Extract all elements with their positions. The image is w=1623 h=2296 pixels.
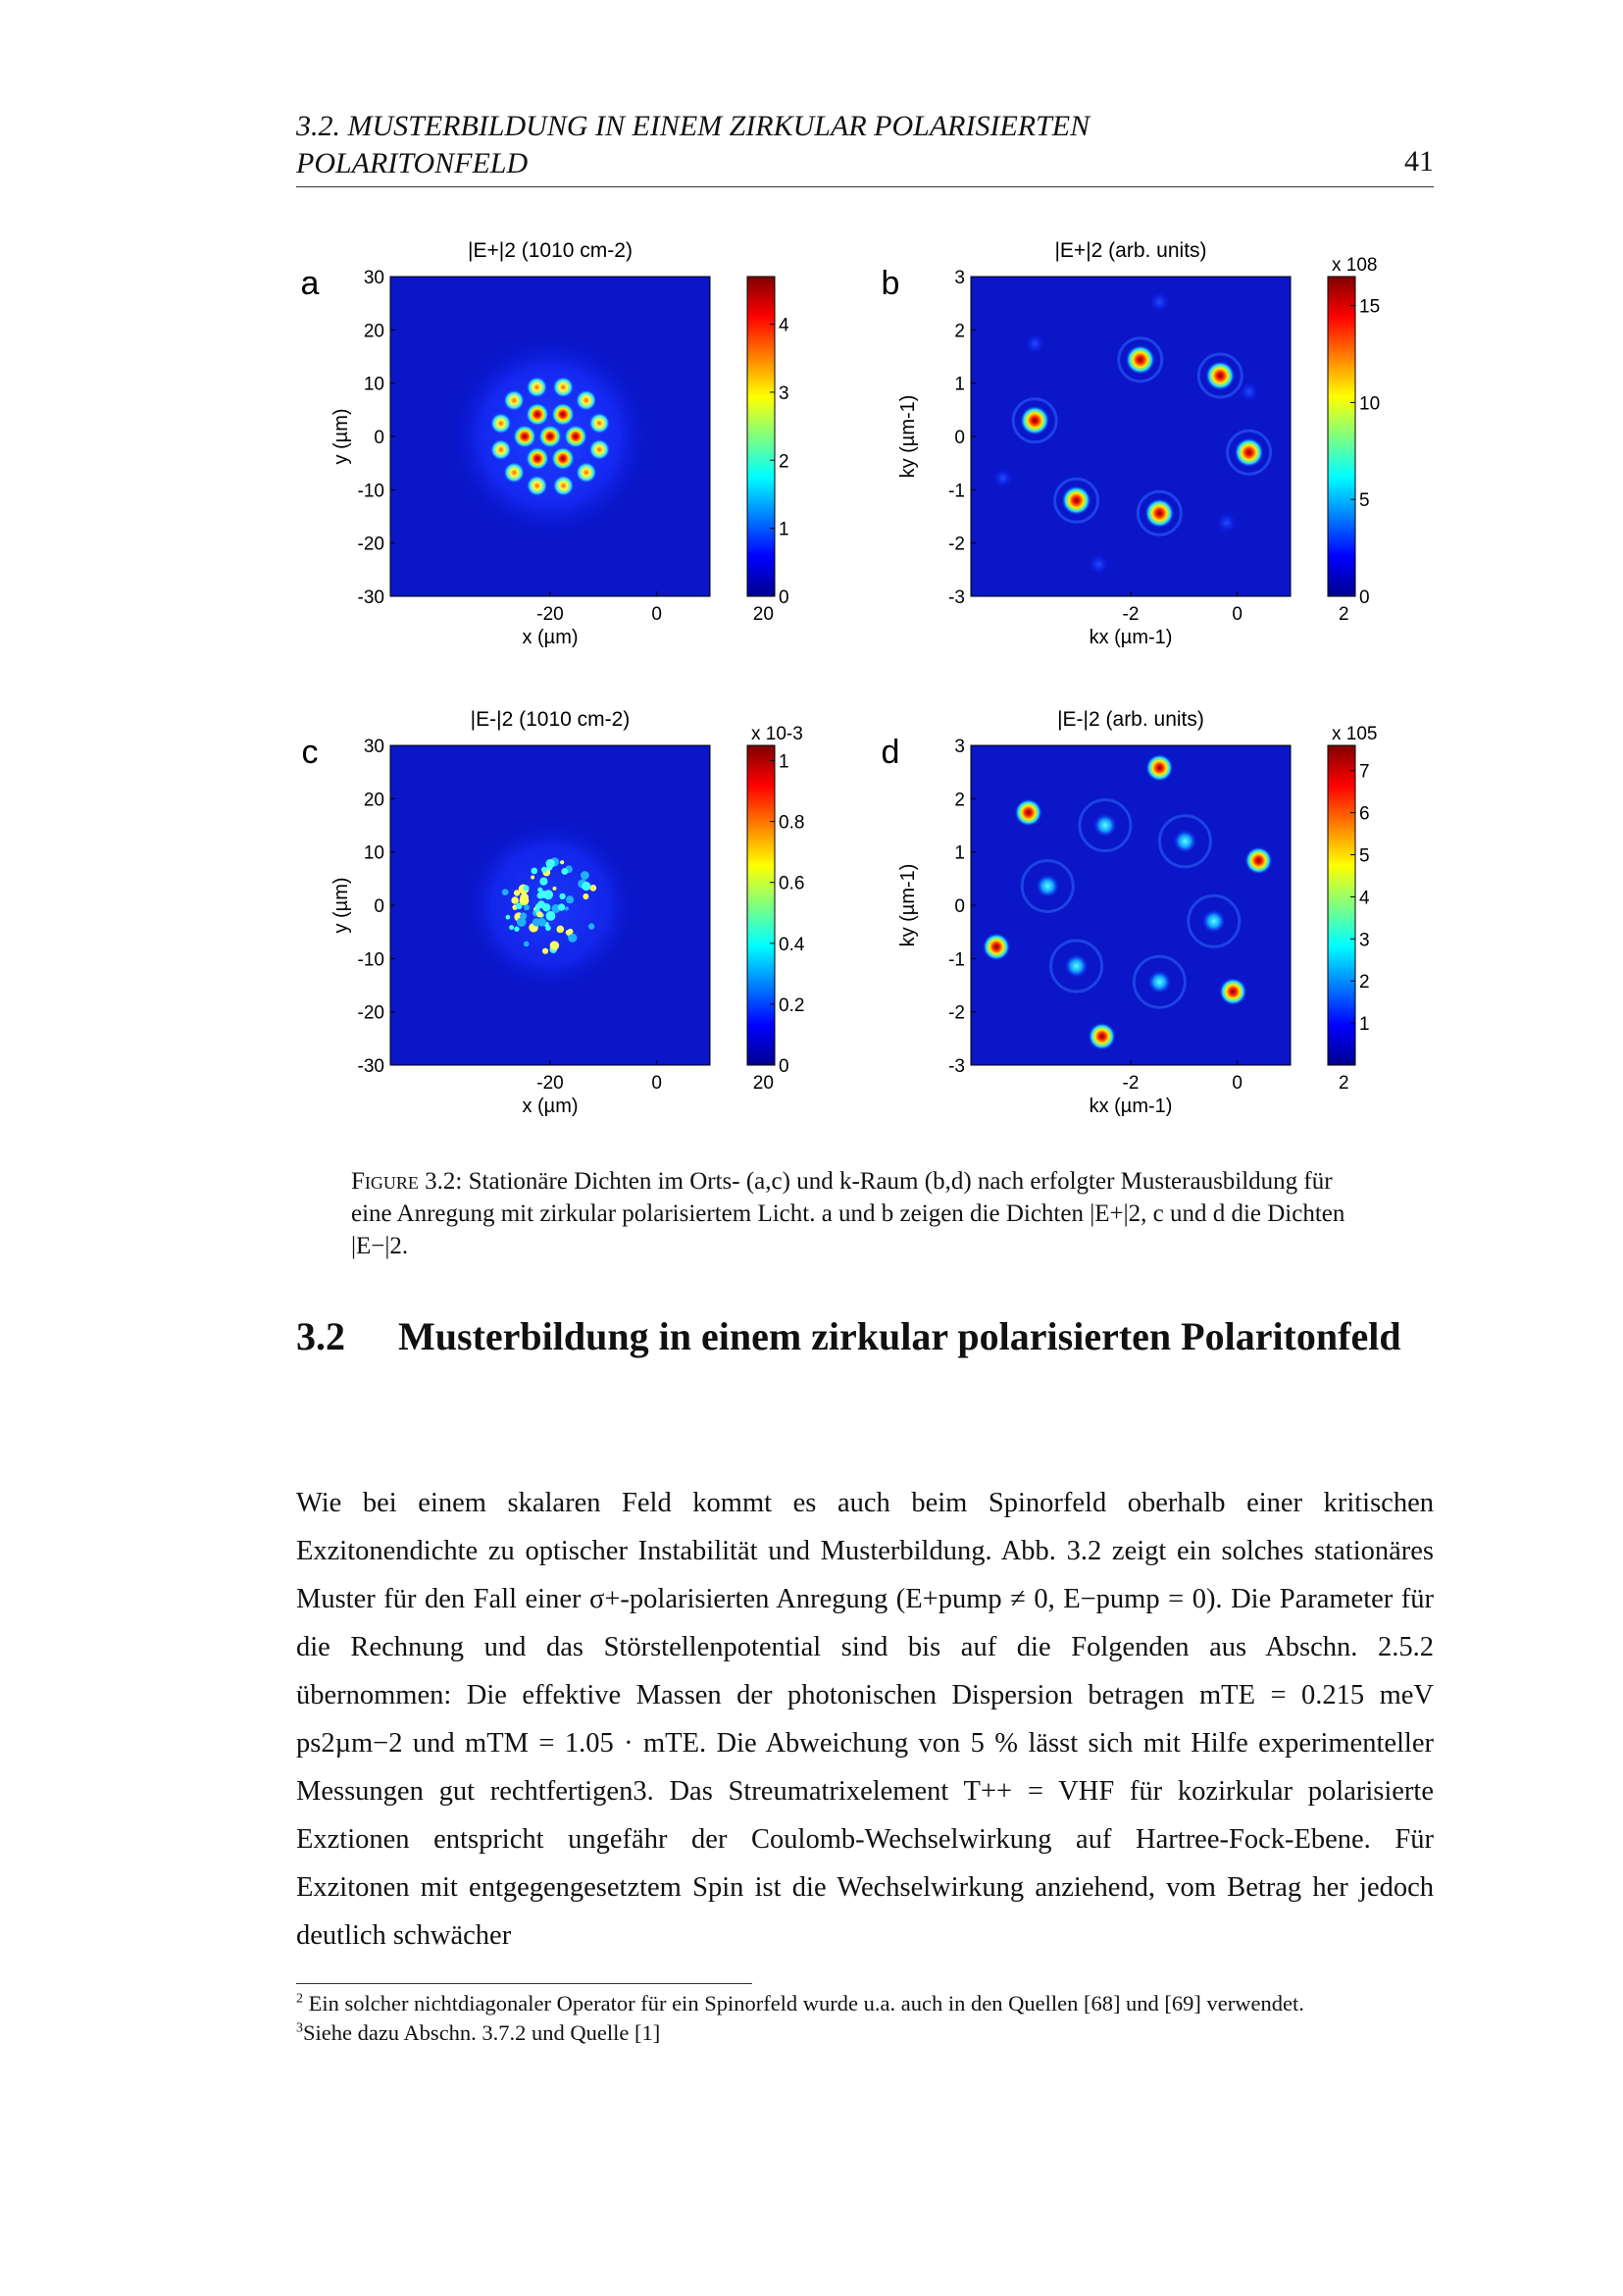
colorbar-tick-label: 0 <box>779 587 789 608</box>
y-tick-label: -20 <box>357 534 384 555</box>
colorbar-tick-label: 4 <box>1359 888 1370 909</box>
density-speckle <box>543 890 553 899</box>
y-tick-label: -2 <box>948 534 965 555</box>
panel-letter: d <box>881 734 900 771</box>
panel-a <box>301 239 789 648</box>
k-space-faint-spot <box>993 468 1013 487</box>
k-space-spot <box>1015 798 1042 826</box>
k-space-spot <box>1062 485 1091 515</box>
density-speckle <box>546 859 555 868</box>
density-speckle <box>509 925 514 930</box>
y-tick-label: 20 <box>363 321 384 342</box>
x-axis-label: x (µm) <box>522 1096 579 1117</box>
caption-text: Stationäre Dichten im Orts- (a,c) und k-Raum (b,d) nach erfolgter Musterausbildung für eine Anregung mit zirkular polarisiertem Licht. a und b zeigen die Dichten |E+|2, c und d die Dichten |E−|2. <box>351 1168 1345 1259</box>
y-tick-label: 2 <box>954 321 965 342</box>
density-speckle <box>514 890 520 895</box>
k-space-faint-spot <box>1217 513 1237 533</box>
density-speckle <box>534 907 539 912</box>
density-spot <box>503 462 525 484</box>
density-speckle <box>523 885 529 891</box>
y-tick-label: 1 <box>954 842 965 864</box>
density-spot <box>588 412 610 434</box>
k-space-spot <box>1205 361 1235 390</box>
density-speckle <box>545 925 551 931</box>
footnote-2 <box>296 1989 1434 2018</box>
footnote-rule <box>296 1983 752 1984</box>
density-speckle <box>511 896 519 904</box>
k-space-faint-spot <box>1240 382 1259 401</box>
density-spot <box>503 389 525 411</box>
body-paragraph: Wie bei einem skalaren Feld kommt es auch beim Spinorfeld oberhalb einer kritischen Exzitonendichte zu optischer Instabilität und Musterbildung. Abb. 3.2 zeigt ein solches stationäres Muster für den Fall einer σ+-polarisierten Anregung (E+pump ≠ 0, E−pump = 0). Die Parameter für die Rechnung und das Störstellenpotential sind bis auf die Folgenden aus Abschn. 2.5.2 übernommen: Die effektive Massen der photonischen Dispersion betragen mTE = 0.215 meV ps2µm−2 und mTM = 1.05 · mTE. Die Abweichung von 5 % lässt sich mit Hilfe experimenteller Messungen gut rechtfertigen3. Das Streumatrixelement T++ = VHF für kozirkular polarisierte Exztionen entspricht ungefähr der Coulomb-Wechselwirkung auf Hartree-Fock-Ebene. Für Exzitonen mit entgegengesetztem Spin ist die Wechselwirkung anziehend, vom Betrag her jedoch deutlich schwächer <box>296 1488 1434 1951</box>
colorbar-tick-label: 0 <box>779 1056 789 1077</box>
section-title: Musterbildung in einem zirkular polarisierten Polaritonfeld <box>398 1314 1401 1358</box>
page-number: 41 <box>1404 145 1434 178</box>
k-space-spot <box>1147 970 1171 994</box>
density-spot <box>576 462 597 484</box>
k-space-spot <box>1036 874 1059 897</box>
y-tick-label: 1 <box>954 374 965 395</box>
density-speckle <box>561 868 568 875</box>
caption-label: Figure 3.2: <box>351 1168 463 1195</box>
colorbar-tick-label: 15 <box>1359 296 1381 318</box>
colorbar-tick-label: 4 <box>779 315 789 336</box>
colorbar <box>747 745 775 1065</box>
density-speckle <box>517 917 526 926</box>
x-tick-label: -2 <box>1122 1073 1140 1094</box>
k-space-faint-spot <box>1025 333 1044 353</box>
density-speckle <box>565 906 569 910</box>
k-space-spot <box>1093 814 1117 838</box>
density-spot <box>490 413 512 434</box>
colorbar-tick-label: 0.6 <box>779 873 805 894</box>
y-tick-label: 30 <box>363 737 384 757</box>
panel-title: |E+|2 (1010 cm-2) <box>468 239 633 262</box>
density-speckle <box>505 915 510 920</box>
panel-title: |E-|2 (1010 cm-2) <box>470 708 631 731</box>
density-speckle <box>537 888 542 893</box>
x-tick-label: -2 <box>1122 604 1140 625</box>
figure-panels <box>294 226 1451 1157</box>
y-axis-label: y (µm) <box>330 877 352 934</box>
figure-caption <box>351 1165 1371 1262</box>
density-speckle <box>524 904 530 910</box>
colorbar-tick-label: 0 <box>1359 587 1370 608</box>
panel-letter: b <box>881 265 900 302</box>
section-heading <box>296 1306 1434 1367</box>
colorbar-tick-label: 5 <box>1359 845 1370 867</box>
y-tick-label: 0 <box>954 896 965 917</box>
density-speckle <box>588 923 594 929</box>
k-space-spot <box>1144 498 1174 528</box>
density-spot <box>553 475 575 496</box>
density-speckle <box>566 895 574 903</box>
k-space-faint-spot <box>1149 292 1169 312</box>
density-spot <box>551 447 575 471</box>
density-speckle <box>524 896 529 901</box>
x-tick-label: 0 <box>1232 1073 1243 1094</box>
body-text <box>296 1479 1434 1960</box>
density-speckle <box>531 868 537 875</box>
density-speckle <box>583 893 588 899</box>
footnote-3 <box>296 2018 1434 2048</box>
colorbar-tick-label: 0.4 <box>779 934 805 955</box>
x-tick-label: 20 <box>752 1073 774 1094</box>
k-space-spot <box>1089 1023 1116 1050</box>
section-number: 3.2 <box>296 1314 345 1358</box>
colorbar-tick-label: 10 <box>1359 393 1381 415</box>
colorbar-tick-label: 1 <box>779 519 789 540</box>
density-speckle <box>531 875 534 879</box>
x-tick-label: 20 <box>752 604 774 625</box>
density-speckle <box>590 885 597 892</box>
colorbar-tick-label: 5 <box>1359 490 1370 512</box>
density-speckle <box>566 930 571 935</box>
density-speckle <box>524 942 530 947</box>
colorbar-tick-label: 6 <box>1359 803 1370 825</box>
density-spot <box>526 377 547 398</box>
k-space-spot <box>1145 754 1173 782</box>
y-tick-label: 10 <box>363 374 384 395</box>
colorbar-tick-label: 1 <box>1359 1014 1370 1036</box>
colorbar-tick-label: 3 <box>779 383 789 404</box>
density-speckle <box>560 860 564 864</box>
panel-b <box>882 239 1381 648</box>
density-spot <box>526 402 549 426</box>
density-speckle <box>552 887 556 891</box>
x-tick-label: -20 <box>536 604 564 625</box>
x-tick-label: 2 <box>1339 1073 1349 1094</box>
density-speckle <box>559 893 565 899</box>
y-axis-label: ky (µm-1) <box>897 863 919 947</box>
density-speckle <box>542 948 548 954</box>
x-tick-label: 0 <box>651 604 662 625</box>
y-tick-label: 30 <box>363 268 384 288</box>
panel-title: |E+|2 (arb. units) <box>1054 239 1207 262</box>
density-spot <box>564 425 587 448</box>
y-axis-label: y (µm) <box>330 408 352 465</box>
k-space-spot <box>983 933 1010 960</box>
y-tick-label: 3 <box>954 737 965 757</box>
x-tick-label: 0 <box>1232 604 1243 625</box>
density-speckle <box>550 941 559 949</box>
y-tick-label: -10 <box>357 481 384 502</box>
density-spot <box>538 425 562 448</box>
y-tick-label: 3 <box>954 268 965 288</box>
k-space-spot <box>1244 846 1272 874</box>
footnote-text: Siehe dazu Abschn. 3.7.2 und Quelle [1] <box>302 2020 661 2045</box>
density-spot <box>551 402 575 426</box>
panel-letter: a <box>300 265 320 302</box>
y-tick-label: -2 <box>948 1002 965 1024</box>
y-tick-label: 2 <box>954 790 965 811</box>
density-speckle <box>558 903 565 910</box>
density-speckle <box>557 926 565 934</box>
x-tick-label: 2 <box>1339 604 1349 625</box>
density-speckle <box>537 918 546 927</box>
y-tick-label: -1 <box>948 481 965 502</box>
colorbar <box>1328 277 1355 596</box>
colorbar-exponent: x 10-3 <box>751 724 803 744</box>
density-spot <box>552 377 574 398</box>
x-tick-label: 0 <box>651 1073 662 1094</box>
panel-title: |E-|2 (arb. units) <box>1057 708 1204 731</box>
y-tick-label: -10 <box>357 949 384 971</box>
density-speckle <box>541 867 547 873</box>
colorbar-tick-label: 1 <box>779 751 789 773</box>
y-tick-label: 0 <box>374 428 384 448</box>
y-tick-label: 0 <box>954 428 965 448</box>
panel-d <box>882 708 1378 1117</box>
y-tick-label: 20 <box>363 790 384 811</box>
density-spot <box>490 439 512 461</box>
density-halo <box>467 822 634 989</box>
density-speckle <box>537 893 544 899</box>
density-spot <box>576 389 597 411</box>
colorbar-exponent: x 108 <box>1332 255 1378 276</box>
colorbar-exponent: x 105 <box>1332 724 1378 744</box>
y-tick-label: 10 <box>363 842 384 864</box>
colorbar-tick-label: 7 <box>1359 761 1370 783</box>
density-speckle <box>545 911 555 921</box>
figure-3-2 <box>294 226 1451 1157</box>
k-space-spot <box>1219 978 1246 1005</box>
running-head-title: 3.2. MUSTERBILDUNG IN EINEM ZIRKULAR POLARISIERTEN POLARITONFELD <box>296 110 1090 179</box>
k-space-spot <box>1126 345 1155 375</box>
plot-area <box>971 745 1291 1065</box>
footnote-text: Ein solcher nichtdiagonaler Operator für ein Spinorfeld wurde u.a. auch in den Quellen [68] und [69] verwendet. <box>308 1991 1304 2015</box>
colorbar <box>1328 745 1355 1065</box>
panel-c <box>302 708 805 1117</box>
running-head <box>296 108 1434 187</box>
k-space-faint-spot <box>1089 554 1108 574</box>
density-spot <box>588 438 610 460</box>
panel-letter: c <box>301 734 319 771</box>
y-tick-label: -30 <box>357 1056 384 1077</box>
y-tick-label: -30 <box>357 587 384 608</box>
colorbar-tick-label: 2 <box>779 451 789 473</box>
y-axis-label: ky (µm-1) <box>897 394 919 479</box>
footnotes <box>296 1989 1434 2048</box>
colorbar-tick-label: 0.8 <box>779 812 805 834</box>
k-space-spot <box>1235 437 1264 467</box>
density-spot <box>526 447 549 471</box>
density-speckle <box>539 878 547 886</box>
x-tick-label: -20 <box>536 1073 564 1094</box>
colorbar-tick-label: 0.2 <box>779 995 805 1016</box>
y-tick-label: -20 <box>357 1002 384 1024</box>
density-speckle <box>514 927 519 932</box>
y-tick-label: -3 <box>948 1056 965 1077</box>
x-axis-label: x (µm) <box>522 627 579 648</box>
density-speckle <box>502 889 509 895</box>
colorbar-tick-label: 2 <box>1359 972 1370 994</box>
x-axis-label: kx (µm-1) <box>1089 627 1173 648</box>
x-axis-label: kx (µm-1) <box>1089 1096 1173 1117</box>
footnote-mark: 3 <box>296 2020 303 2036</box>
k-space-spot <box>1020 406 1049 435</box>
density-speckle <box>581 871 589 880</box>
k-space-spot <box>1065 954 1089 978</box>
y-tick-label: 0 <box>374 896 384 917</box>
footnote-mark: 2 <box>296 1991 303 2007</box>
density-speckle <box>582 882 590 891</box>
k-space-spot <box>1173 830 1196 853</box>
k-space-spot <box>1202 909 1226 933</box>
density-spot <box>527 475 548 496</box>
y-tick-label: -1 <box>948 949 965 971</box>
density-speckle <box>537 900 545 908</box>
density-spot <box>513 425 536 448</box>
colorbar-tick-label: 3 <box>1359 930 1370 951</box>
panels-group <box>301 239 1381 1117</box>
y-tick-label: -3 <box>948 587 965 608</box>
